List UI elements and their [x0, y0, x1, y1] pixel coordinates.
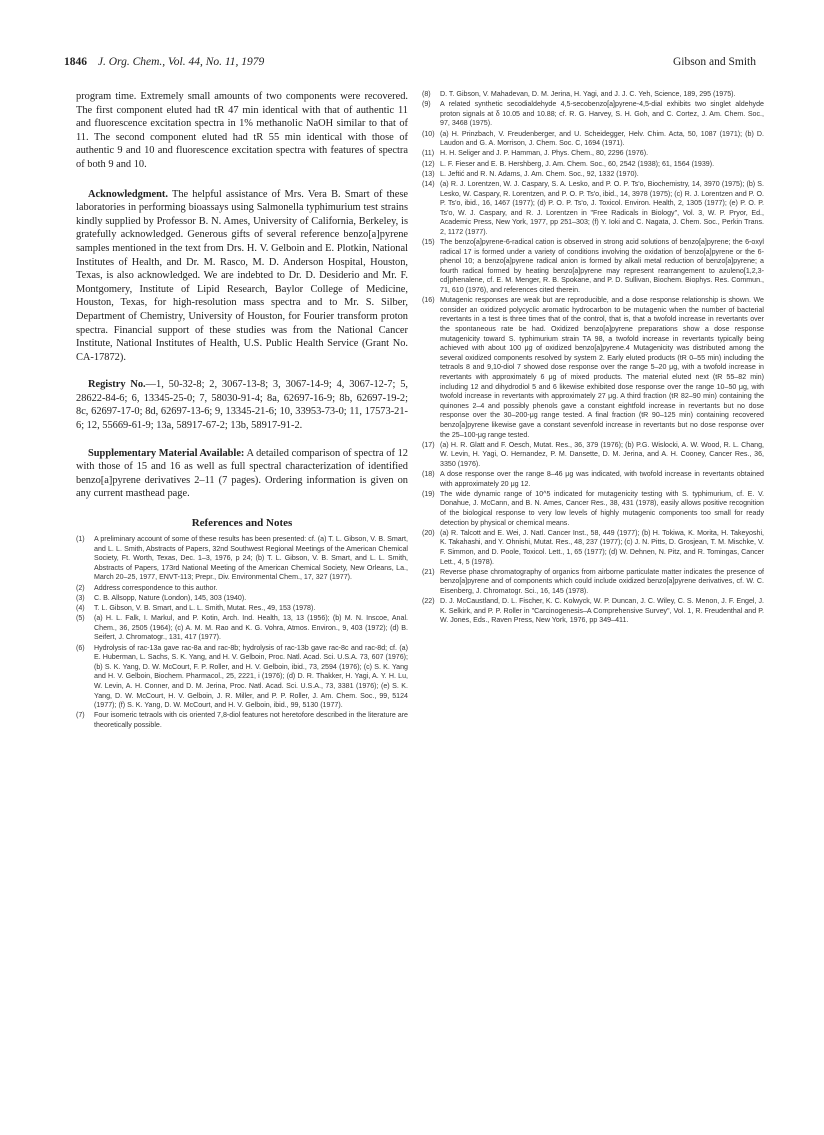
reference-item: [76, 535, 408, 583]
reference-text: Reverse phase chromatography of organics from airborne particulate matter indicates the presence of benzo[a]pyrene and of components which could include oxidized benzo[a]pyrene derivatives, cf. W. C. Eisenberg, J. Chromatogr. Sci., 16, 145 (1978).: [440, 567, 764, 595]
references-heading: References and Notes: [191, 517, 293, 530]
reference-item: [76, 614, 408, 643]
reference-text: Four isomeric tetraols with cis oriented 7,8-diol features not heretofore described in the literature are theoretically possible.: [94, 711, 408, 729]
page-number: 1846: [64, 56, 87, 68]
reference-number: (6): [76, 643, 85, 652]
registry-text: —1, 50-32-8; 2, 3067-13-8; 3, 3067-14-9; 4, 3067-12-7; 5, 28622-84-6; 6, 13345-25-0; 7, 58030-91-4; 8a, 62697-16-9; 8b, 62697-19-2; 8c, 62697-17-0; 8d, 62697-13-6; 9, 13345-21-6; 10, 33953-73-0; 11, 17573-21-6; 12, 55669-61-9; 13a, 58917-67-2; 13b, 58917-91-2.: [76, 379, 409, 432]
reference-number: (9): [422, 100, 431, 109]
acknowledgment-section: [76, 188, 408, 365]
reference-item: [422, 130, 764, 149]
reference-text: (a) R. J. Lorentzen, W. J. Caspary, S. A. Lesko, and P. O. P. Ts'o, Biochemistry, 14, 3970 (1975); (b) S. Lesko, W. Caspary, R. Lorentzen, and P. O. P. Ts'o, ibid., 14, 3978 (1975); (c) R. J. Lorentzen and P. O. P. Ts'o, ibid., 16, 1467 (1977); (d) P. O. P. Ts'o, J. Toxicol. Environ. Health, 2, 1305 (1977); (e) P. O. P. Ts'o, W. J. Caspary, and R. J. Lorentzen in "Free Radicals in Biology", Vol. 3, W. P. Pryor, Ed., Academic Press, New York, 1977, pp 251–303; (f) Y. Ioki and C. Nagata, J. Chem. Soc., Perkin Trans. 2, 1172 (1977).: [440, 179, 764, 236]
reference-text: Address correspondence to this author.: [94, 583, 218, 592]
reference-number: (7): [76, 711, 85, 720]
reference-number: (18): [422, 470, 435, 479]
reference-text: A preliminary account of some of these results has been presented: cf. (a) T. L. Gibson, V. B. Smart, and L. L. Smith, Abstracts of Papers, 32nd Southwest Regional Meetings of the American Chemical Society, Ft. Worth, Texas, Dec. 1–3, 1976, p 24; (b) T. L. Gibson, V. B. Smart, and L. L. Smith, Abstracts of Papers, 173rd National Meeting of the American Chemical Society, New Orleans, La., March 20–25, 1977, ENVT-113; Prepr., Div. Environmental Chem., 17, 327 (1977).: [94, 535, 408, 582]
running-header-authors: Gibson and Smith: [672, 56, 756, 68]
reference-number: (10): [422, 129, 435, 138]
reference-text: D. J. McCaustland, D. L. Fischer, K. C. Kolwyck, W. P. Duncan, J. C. Wiley, C. S. Menon, J. F. Engel, J. K. Selkirk, and P. P. Roller in "Carcinogenesis–A Comprehensive Survey", Vol. 1, R. Freudenthal and P. W. Jones, Eds., Raven Press, New York, 1976, pp 349–411.: [440, 597, 764, 625]
reference-item: [422, 170, 764, 180]
reference-item: [422, 238, 764, 296]
reference-text: L. Jeftić and R. N. Adams, J. Am. Chem. Soc., 92, 1332 (1970).: [440, 169, 639, 178]
reference-text: A dose response over the range 8–46 μg was indicated, with twofold increase in revertants obtained with approximately 20 μg 12.: [440, 470, 764, 488]
reference-text: (a) R. Talcott and E. Wei, J. Natl. Cancer Inst., 58, 449 (1977); (b) H. Tokiwa, K. Morita, H. Takeyoshi, K. Takahashi, and Y. Ohnishi, Mutat. Res., 48, 237 (1977); (c) J. N. Pitts, D. Grosjean, T. M. Mischke, V. F. Simmon, and D. Poole, Toxicol. Lett., 1, 65 (1977); (d) W. Dehnen, N. Pitz, and R. Tomingas, Cancer Lett., 4, 5 (1978).: [440, 528, 764, 566]
reference-item: [422, 441, 764, 470]
reference-number: (19): [422, 489, 435, 498]
reference-number: (14): [422, 179, 435, 188]
reference-number: (13): [422, 169, 435, 178]
reference-number: (1): [76, 535, 85, 544]
references-list-right: [422, 90, 764, 626]
reference-item: [422, 529, 764, 567]
reference-item: [422, 100, 764, 129]
reference-item: [76, 584, 408, 594]
reference-text: C. B. Allsopp, Nature (London), 145, 303 (1940).: [94, 593, 247, 602]
reference-number: (2): [76, 583, 85, 592]
running-header-left: [64, 56, 264, 68]
reference-text: Hydrolysis of rac-13a gave rac-8a and rac-8b; hydrolysis of rac-13b gave rac-8c and rac-8d; cf. (a) E. Huberman, L. Sachs, S. K. Yang, and H. V. Gelboin, Proc. Natl. Acad. Sci. U.S.A. 73, 607 (1976); (b) S. K. Yang, D. W. McCourt, F. P. Roller, and H. V. Gelboin, ibid., 73, 2594 (1976); (c) S. K. Yang and H. V. Gelboin, Biochem. Pharmacol., 25, 2221, i (1976); (d) D. R. Thakker, H. Yagi, A. Y. H. Lu, W. Levin, A. H. Conner, and D. M. Jerina, Proc. Natl. Acad. Sci. U.S.A., 73, 3381 (1976); (e) S. K. Yang, D. W. McCourt, H. V. Gelboin, J. R. Miller, and P. P. Roller, J. Am. Chem. Soc., 99, 5124 (1977); (f) S. K. Yang, D. W. McCourt, and H. V. Gelboin, ibid., 99, 5130 (1977).: [94, 643, 408, 710]
reference-text: Mutagenic responses are weak but are reproducible, and a dose response relationship is shown. We consider an oxidized polycyclic aromatic hydrocarbon to be mutagenic when the number of bacterial revertants in a test is three times that of the control, that is, that a twofold increase in revertants over the spontaneous rate be had. Oxidized benzo[a]pyrene preparations show a dose response mutagenicity toward S. typhimurium strain TA 98, a twofold increase in revertants typically being achieved with about 100 μg of oxidized benzo[a]pyrene.4 Mutagenicity was distributed among the several oxidized components resolved by system 2. Early eluted products (tR 0–55 min) including the tetraols 8 and 9,10-diol 7 showed dose response over the range 5–20 μg, with a twofold increase in revertants with approximately 6 μg of mixed products. The material eluted next (tR 55–82 min) including 12 and dihydrodiol 5 and 6 likewise exhibited dose response over the range 10–50 μg, with twofold increase in revertants with approximately 27 μg. A third fraction (tR 82–90 min) containing the quinones 2–4 and possibly phenols gave a constant eightfold increase in revertants but no dose response over the 30–200-μg range tested. A final fraction (tR 90–125 min) containing recovered benzo[a]pyrene likewise gave a constant sevenfold increase in revertants but no dose response over the 25–100-μg range tested.: [440, 296, 764, 439]
supplementary-heading: Supplementary Material Available:: [88, 447, 245, 459]
registry-heading: Registry No.: [88, 379, 146, 391]
reference-text: The benzo[a]pyrene-6-radical cation is observed in strong acid solutions of benzo[a]pyrene; the 6-oxyl radical 17 is formed under a variety of conditions involving the oxidation of benzo[a]pyrene or the 6-phenol 10; a benzo[a]pyrene radical anion is formed by alkali metal reduction of benzo[a]pyrene; a fourth radical formed by heating benzo[a]pyrene may represent rearrangement to azuleno[1,2,3-cd]phenalene, cf. E. M. Menger, R. B. Spokane, and P. D. Sullivan, Biochem. Biophys. Res. Commun., 71, 610 (1976), and references cited therein.: [440, 238, 764, 295]
reference-text: (a) H. R. Glatt and F. Oesch, Mutat. Res., 36, 379 (1976); (b) P.G. Wislocki, A. W. Wood, R. L. Chang, W. Levin, H. Yagi, O. Hernandez, P. M. Dansette, D. M. Jerina, and A. H. Cooney, Cancer Res., 36, 3350 (1976).: [440, 440, 764, 468]
reference-number: (22): [422, 597, 435, 606]
registry-section: [76, 378, 408, 432]
reference-item: [422, 296, 764, 440]
reference-text: The wide dynamic range of 10^5 indicated for mutagenicity testing with S. typhimurium, cf. E. V. Donahue, J. McCann, and B. N. Ames, Cancer Res., 38, 431 (1978), easily allows positive recognition of the biological response to very low levels of highly mutagenic components too small for ready detection by physical or chemical means.: [440, 489, 764, 527]
reference-item: [422, 568, 764, 597]
reference-item: [422, 597, 764, 626]
reference-number: (11): [422, 149, 435, 158]
reference-number: (8): [422, 90, 431, 98]
reference-number: (3): [76, 593, 85, 602]
right-column: [422, 90, 764, 627]
reference-number: (16): [422, 296, 435, 305]
reference-item: [422, 470, 764, 489]
acknowledgment-text: The helpful assistance of Mrs. Vera B. Smart of these laboratories in performing bioassays using Salmonella typhimurium test strains kindly supplied by Professor B. N. Ames, University of California, Berkeley, is gratefully acknowledged. Generous gifts of several reference benzo[a]pyrene samples mentioned in the text from Drs. H. V. Gelboin and E. Plotkin, National Institutes of Health, and Dr. M. Rasco, M. D. Anderson Hospital, Houston, Texas, is also acknowledged. We are indebted to Dr. D. Desiderio and Mr. F. Montgomery, Institute of Lipid Research, Baylor College of Medicine, Houston, Texas, for high-resolution mass spectra and to Mr. S. Silber, Department of Chemistry, University of Houston, for Fourier transform proton spectra. Financial support of these studies was from the National Cancer Institute, National Institutes of Health, U.S. Public Health Service (Grant No. CA-17872).: [76, 188, 408, 363]
reference-number: (21): [422, 567, 435, 576]
reference-item: [76, 594, 408, 604]
reference-text: (a) H. Prinzbach, V. Freudenberger, and U. Scheidegger, Helv. Chim. Acta, 50, 1087 (1971); (b) D. Laudon and G. A. Morrison, J. Chem. Soc. C, 1694 (1971).: [440, 129, 764, 148]
reference-text: A related synthetic secodialdehyde 4,5-secobenzo[a]pyrene-4,5-dial exhibits two singlet aldehyde proton signals at δ 10.05 and 10.88; cf. R. G. Harvey, S. H. Goh, and C. Cortez, J. Am. Chem. Soc., 97, 3468 (1975).: [440, 100, 764, 128]
references-list-left: [76, 535, 408, 730]
reference-item: [76, 604, 408, 614]
reference-number: (5): [76, 614, 85, 623]
left-column: [76, 90, 408, 731]
reference-text: L. F. Fieser and E. B. Hershberg, J. Am. Chem. Soc., 60, 2542 (1938); 61, 1564 (1939).: [440, 159, 715, 168]
reference-number: (4): [76, 603, 85, 612]
reference-item: [422, 490, 764, 528]
reference-number: (12): [422, 159, 435, 168]
reference-number: (20): [422, 528, 435, 537]
reference-item: [76, 711, 408, 730]
reference-text: (a) H. L. Falk, I. Markul, and P. Kotin, Arch. Ind. Health, 13, 13 (1956); (b) M. N. Inscoe, Anal. Chem., 36, 2505 (1964); (c) A. M. M. Rao and K. G. Vohra, Atmos. Environ., 9, 403 (1972); (d) B. Seifert, J. Chromatogr., 131, 417 (1977).: [94, 614, 408, 642]
reference-item: [76, 644, 408, 711]
reference-item: [422, 180, 764, 238]
reference-item: [422, 149, 764, 159]
reference-number: (15): [422, 238, 435, 247]
experimental-paragraph: program time. Extremely small amounts of two components were recovered. The first component eluted had tR 47 min identical with that of authentic 11 and fluorescence excitation spectra in 1% methanolic NaOH similar to that of 11. The second component eluted had tR 55 min identical with those of authentic 9 and 10 and fluorescence excitation spectra with features of spectra of both 9 and 10.: [76, 91, 408, 170]
reference-number: (17): [422, 440, 435, 449]
supplementary-text: A detailed comparison of spectra of 12 with those of 15 and 16 as well as full spectral characterization of identified benzo[a]pyrene derivatives 2–11 (7 pages). Ordering information is given on any current masthead page.: [76, 447, 408, 500]
reference-item: [422, 160, 764, 170]
reference-text: H. H. Seliger and J. P. Hamman, J. Phys. Chem., 80, 2296 (1976).: [440, 149, 649, 158]
reference-text: T. L. Gibson, V. B. Smart, and L. L. Smith, Mutat. Res., 49, 153 (1978).: [94, 603, 316, 612]
journal-citation: J. Org. Chem., Vol. 44, No. 11, 1979: [97, 56, 265, 68]
reference-item: [422, 90, 764, 100]
acknowledgment-heading: Acknowledgment.: [88, 188, 168, 200]
reference-text: D. T. Gibson, V. Mahadevan, D. M. Jerina, H. Yagi, and J. J. C. Yeh, Science, 189, 295 (1975).: [440, 90, 736, 98]
supplementary-section: [76, 447, 408, 501]
